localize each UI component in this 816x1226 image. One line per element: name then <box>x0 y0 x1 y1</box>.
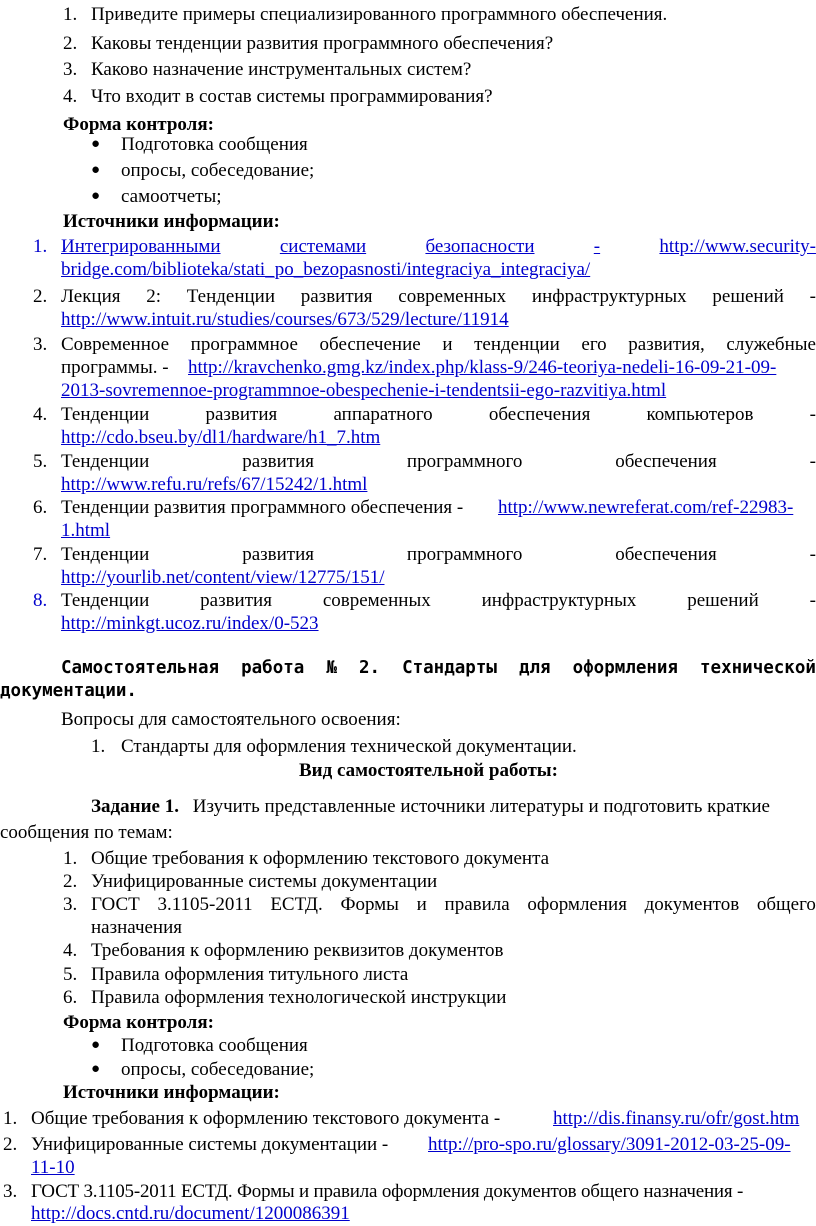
source-link[interactable]: 11-10 <box>31 1157 75 1178</box>
source-line: Тенденции развития современных инфраструктурных решений - <box>61 590 816 611</box>
source-link[interactable]: http://www.newreferat.com/ref-22983- <box>498 497 794 518</box>
list-number: 2. <box>33 286 48 307</box>
source-link[interactable]: 1.html <box>61 520 111 541</box>
source-line: Тенденции развития программного обеспечения - <box>61 544 816 565</box>
questions-title: Вопросы для самостоятельного освоения: <box>61 709 401 730</box>
question-text: Каковы тенденции развития программного обеспечения? <box>91 33 554 54</box>
topic-text: Правила оформления титульного листа <box>91 964 409 985</box>
control-item: опросы, собеседование; <box>121 1059 315 1080</box>
source-text: ГОСТ 3.1105-2011 ЕСТД. Формы и правила оформления документов общего назначения - <box>31 1181 744 1202</box>
source-link[interactable]: http://pro-spo.ru/glossary/3091-2012-03-25-09- <box>428 1134 791 1155</box>
source-link[interactable]: http://minkgt.ucoz.ru/index/0-523 <box>61 613 319 634</box>
bullet-icon: ● <box>91 1061 101 1077</box>
control-item: опросы, собеседование; <box>121 160 315 181</box>
topic-text: Унифицированные системы документации <box>91 871 438 892</box>
section-heading: Самостоятельная работа № 2. Стандарты для оформления технической <box>61 658 816 678</box>
list-number: 8. <box>33 590 48 611</box>
source-text: Общие требования к оформлению текстового документа - <box>31 1108 505 1129</box>
topic-text: Общие требования к оформлению текстового документа <box>91 848 550 869</box>
source-line: Тенденции развития программного обеспечения - <box>61 451 816 472</box>
topic-text: Правила оформления технологической инструкции <box>91 987 507 1008</box>
source-line: Современное программное обеспечение и тенденции его развития, служебные <box>61 334 816 355</box>
task-label: Задание 1. <box>91 796 179 817</box>
list-number: 3. <box>63 59 78 80</box>
source-link[interactable]: http://www.refu.ru/refs/67/15242/1.html <box>61 474 368 495</box>
work-type-title: Вид самостоятельной работы: <box>299 760 558 781</box>
topic-line: ГОСТ 3.1105-2011 ЕСТД. Формы и правила оформления документов общего <box>91 894 816 915</box>
source-line: Лекция 2: Тенденции развития современных инфраструктурных решений - <box>61 286 816 307</box>
source-text: программы. - <box>61 357 169 378</box>
topic-text: Требования к оформлению реквизитов документов <box>91 940 504 961</box>
section-heading-continued: документации. <box>0 681 137 701</box>
topic-text-continued: назначения <box>91 917 183 938</box>
source-link[interactable]: http://dis.finansy.ru/ofr/gost.htm <box>553 1108 800 1129</box>
question-text: Приведите примеры специализированного программного обеспечения. <box>91 4 668 25</box>
bullet-icon: ● <box>91 188 101 204</box>
source-link[interactable]: http://www.intuit.ru/studies/courses/673/529/lecture/11914 <box>61 309 509 330</box>
bullet-icon: ● <box>91 136 101 152</box>
source-link[interactable]: http://kravchenko.gmg.kz/index.php/klass-9/246-teoriya-nedeli-16-09-21-09- <box>188 357 777 378</box>
list-number: 1. <box>91 736 106 757</box>
source-text: Тенденции развития программного обеспечения - <box>61 497 468 518</box>
list-number: 6. <box>33 497 48 518</box>
source-link[interactable]: bridge.com/biblioteka/stati_po_bezopasnosti/integraciya_integraciya/ <box>61 259 591 280</box>
control-form-title: Форма контроля: <box>63 1012 214 1033</box>
source-link[interactable]: http://cdo.bseu.by/dl1/hardware/h1_7.htm <box>61 427 381 448</box>
task-text-continued: сообщения по темам: <box>0 822 173 843</box>
list-number: 1. <box>63 848 78 869</box>
list-number: 1. <box>33 236 48 257</box>
source-line: Интегрированными системами безопасности - http://www.security- <box>61 236 816 257</box>
list-number: 4. <box>63 86 78 107</box>
list-number: 2. <box>63 871 78 892</box>
source-link[interactable]: http://www.security- <box>659 236 816 257</box>
question-text: Стандарты для оформления технической документации. <box>121 736 577 757</box>
bullet-icon: ● <box>91 1037 101 1053</box>
list-number: 1. <box>3 1108 18 1129</box>
list-number: 2. <box>3 1134 18 1155</box>
source-link[interactable]: http://docs.cntd.ru/document/1200086391 <box>31 1203 350 1224</box>
question-text: Что входит в состав системы программирования? <box>91 86 493 107</box>
control-item: Подготовка сообщения <box>121 134 308 155</box>
sources-title: Источники информации: <box>63 211 280 232</box>
list-number: 5. <box>63 964 78 985</box>
list-number: 4. <box>63 940 78 961</box>
source-line: Тенденции развития аппаратного обеспечения компьютеров - <box>61 404 816 425</box>
list-number: 1. <box>63 4 78 25</box>
control-item: самоотчеты; <box>121 186 222 207</box>
control-item: Подготовка сообщения <box>121 1035 308 1056</box>
list-number: 2. <box>63 33 78 54</box>
control-form-title: Форма контроля: <box>63 114 214 135</box>
source-link[interactable]: http://yourlib.net/content/view/12775/151/ <box>61 567 385 588</box>
list-number: 3. <box>3 1181 18 1202</box>
list-number: 4. <box>33 404 48 425</box>
task-text: Изучить представленные источники литературы и подготовить краткие <box>188 796 770 817</box>
source-link[interactable]: 2013-sovremennoe-programmnoe-obespechenie-i-tendentsii-ego-razvitiya.html <box>61 380 667 401</box>
sources-title: Источники информации: <box>63 1082 280 1103</box>
list-number: 5. <box>33 451 48 472</box>
list-number: 7. <box>33 544 48 565</box>
question-text: Каково назначение инструментальных систем? <box>91 59 472 80</box>
list-number: 3. <box>63 894 78 915</box>
list-number: 6. <box>63 987 78 1008</box>
list-number: 3. <box>33 334 48 355</box>
source-text: Унифицированные системы документации - <box>31 1134 393 1155</box>
bullet-icon: ● <box>91 162 101 178</box>
